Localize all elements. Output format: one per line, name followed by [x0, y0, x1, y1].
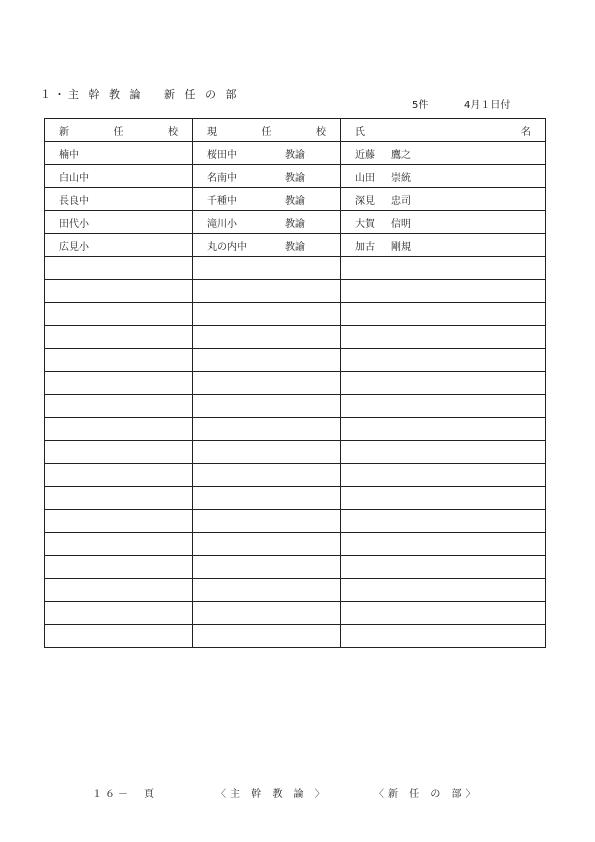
table-row — [45, 211, 546, 234]
header-char: 現 — [207, 126, 217, 138]
empty-row — [45, 556, 546, 579]
empty-cell — [45, 487, 193, 510]
empty-cell — [45, 372, 193, 395]
table-header-row — [45, 119, 546, 142]
current-school: 桜田中 — [207, 149, 237, 161]
empty-cell — [193, 579, 341, 602]
empty-row — [45, 418, 546, 441]
empty-cell — [45, 533, 193, 556]
name-cell — [341, 165, 546, 188]
empty-cell — [341, 487, 546, 510]
header-char: 校 — [316, 126, 326, 138]
empty-cell — [341, 280, 546, 303]
empty-cell — [341, 602, 546, 625]
empty-cell — [45, 441, 193, 464]
empty-cell — [341, 625, 546, 648]
given-name: 剛規 — [391, 241, 411, 253]
empty-cell — [341, 418, 546, 441]
surname: 近藤 — [355, 149, 375, 161]
given-name: 鷹之 — [391, 149, 411, 161]
empty-cell — [341, 372, 546, 395]
empty-cell — [341, 556, 546, 579]
empty-row — [45, 510, 546, 533]
given-name: 崇統 — [391, 172, 411, 184]
current-school-cell — [193, 234, 341, 257]
empty-cell — [45, 395, 193, 418]
empty-cell — [193, 326, 341, 349]
surname: 深見 — [355, 195, 375, 207]
current-school-cell — [193, 188, 341, 211]
current-school-cell — [193, 142, 341, 165]
position: 教諭 — [285, 218, 305, 230]
position: 教諭 — [285, 195, 305, 207]
new-school-cell: 長良中 — [45, 188, 193, 211]
empty-row — [45, 326, 546, 349]
header-char: 名 — [521, 126, 531, 138]
empty-cell — [193, 602, 341, 625]
new-school-cell: 田代小 — [45, 211, 193, 234]
name-cell — [341, 188, 546, 211]
header-char: 氏 — [355, 126, 365, 138]
empty-cell — [193, 280, 341, 303]
header-char: 任 — [261, 126, 272, 138]
empty-row — [45, 372, 546, 395]
empty-row — [45, 602, 546, 625]
header-char: 新 — [59, 126, 69, 138]
empty-row — [45, 349, 546, 372]
position: 教諭 — [285, 172, 305, 184]
empty-cell — [45, 579, 193, 602]
current-school-cell — [193, 211, 341, 234]
empty-row — [45, 487, 546, 510]
empty-cell — [193, 395, 341, 418]
empty-cell — [45, 257, 193, 280]
current-school: 名南中 — [207, 172, 237, 184]
empty-cell — [45, 625, 193, 648]
footer-subsection: 〈新 任 の 部〉 — [374, 789, 480, 800]
empty-row — [45, 533, 546, 556]
empty-cell — [341, 510, 546, 533]
empty-cell — [341, 326, 546, 349]
empty-row — [45, 257, 546, 280]
name-cell — [341, 211, 546, 234]
table-row — [45, 142, 546, 165]
empty-cell — [193, 418, 341, 441]
header-new-school — [45, 119, 193, 142]
record-count: 5件 — [412, 100, 429, 111]
table-row — [45, 188, 546, 211]
empty-cell — [45, 556, 193, 579]
empty-cell — [193, 464, 341, 487]
empty-cell — [193, 533, 341, 556]
empty-row — [45, 464, 546, 487]
current-school-cell — [193, 165, 341, 188]
empty-cell — [45, 280, 193, 303]
position: 教諭 — [285, 149, 305, 161]
given-name: 忠司 — [391, 195, 411, 207]
empty-cell — [341, 464, 546, 487]
empty-row — [45, 395, 546, 418]
new-school-cell: 広見小 — [45, 234, 193, 257]
empty-cell — [193, 487, 341, 510]
empty-cell — [193, 349, 341, 372]
empty-cell — [45, 303, 193, 326]
empty-cell — [193, 441, 341, 464]
empty-cell — [45, 326, 193, 349]
footer-section: 〈主 幹 教 論 〉 — [216, 789, 329, 800]
empty-cell — [45, 464, 193, 487]
page-number: １６－ 頁 — [92, 789, 157, 800]
current-school: 丸の内中 — [207, 241, 247, 253]
new-school-cell: 白山中 — [45, 165, 193, 188]
current-school: 千種中 — [207, 195, 237, 207]
current-school: 滝川小 — [207, 218, 237, 230]
empty-cell — [341, 579, 546, 602]
empty-cell — [341, 257, 546, 280]
table-body — [45, 142, 546, 648]
surname: 加古 — [355, 241, 375, 253]
empty-cell — [193, 625, 341, 648]
empty-cell — [341, 533, 546, 556]
empty-row — [45, 280, 546, 303]
empty-cell — [341, 395, 546, 418]
new-school-cell: 楠中 — [45, 142, 193, 165]
empty-cell — [193, 303, 341, 326]
empty-cell — [193, 372, 341, 395]
table-row — [45, 165, 546, 188]
empty-cell — [193, 510, 341, 533]
header-char: 任 — [113, 126, 124, 138]
header-name — [341, 119, 546, 142]
table-row — [45, 234, 546, 257]
empty-cell — [45, 349, 193, 372]
empty-cell — [193, 257, 341, 280]
name-cell — [341, 142, 546, 165]
name-cell — [341, 234, 546, 257]
position: 教諭 — [285, 241, 305, 253]
empty-cell — [45, 510, 193, 533]
empty-row — [45, 441, 546, 464]
appointment-table — [44, 118, 546, 648]
empty-row — [45, 579, 546, 602]
surname: 山田 — [355, 172, 375, 184]
header-char: 校 — [168, 126, 178, 138]
surname: 大賀 — [355, 218, 375, 230]
page-title: １・主 幹 教 論 新 任 の 部 — [40, 88, 240, 101]
empty-cell — [45, 602, 193, 625]
empty-cell — [193, 556, 341, 579]
effective-date: 4月１日付 — [464, 100, 511, 111]
empty-row — [45, 625, 546, 648]
empty-cell — [341, 349, 546, 372]
empty-cell — [341, 303, 546, 326]
empty-cell — [341, 441, 546, 464]
empty-cell — [45, 418, 193, 441]
given-name: 信明 — [391, 218, 411, 230]
empty-row — [45, 303, 546, 326]
header-current-school — [193, 119, 341, 142]
